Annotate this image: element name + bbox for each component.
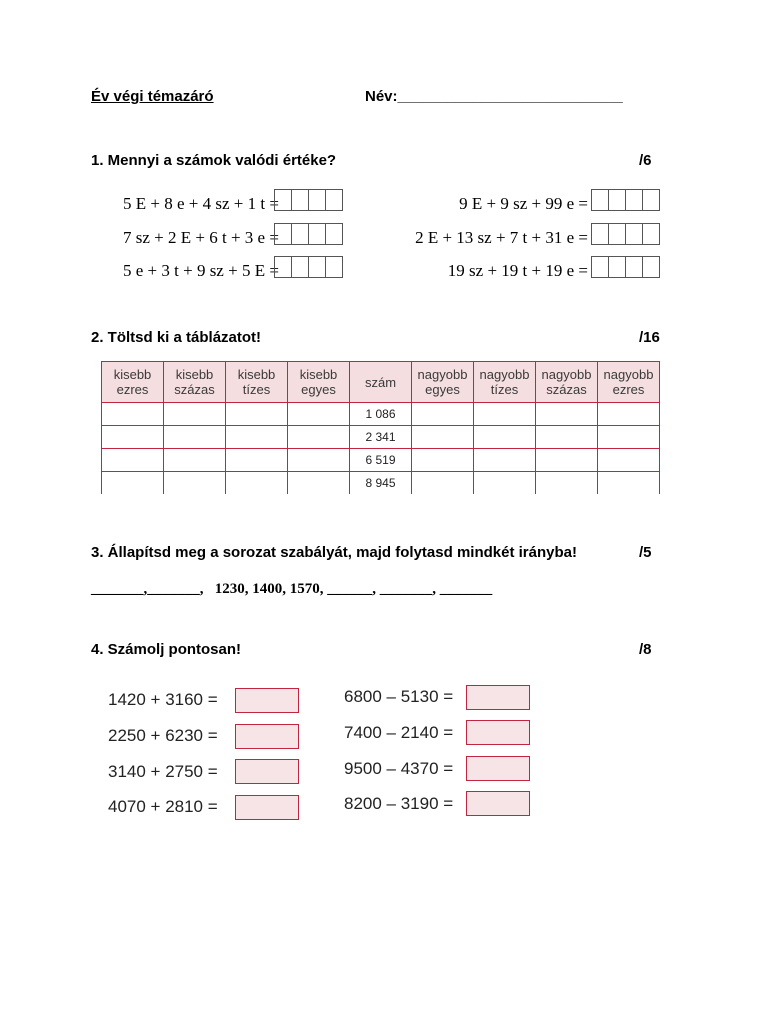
q1-expression: 5 e + 3 t + 9 sz + 5 E = <box>123 261 279 280</box>
q1-points: /6 <box>639 152 652 169</box>
q1-answer-boxes[interactable] <box>274 189 343 211</box>
q3-sequence[interactable]: _______,_______, 1230, 1400, 1570, ______, _______, _______ <box>91 581 493 597</box>
column-header: kisebb ezres <box>102 362 164 403</box>
subtraction-task: 9500 – 4370 = <box>344 759 454 778</box>
q2-points: /16 <box>639 329 660 346</box>
column-header: kisebb egyes <box>288 362 350 403</box>
q3-points: /5 <box>639 544 652 561</box>
answer-box[interactable] <box>466 720 530 745</box>
q1-expression: 2 E + 13 sz + 7 t + 31 e = <box>415 228 588 247</box>
addition-task: 3140 + 2750 = <box>108 762 218 781</box>
addition-task: 2250 + 6230 = <box>108 726 218 745</box>
q1-expression: 9 E + 9 sz + 99 e = <box>459 194 588 213</box>
q1-expression: 7 sz + 2 E + 6 t + 3 e = <box>123 228 279 247</box>
column-header: nagyobb ezres <box>598 362 660 403</box>
q3-title: 3. Állapítsd meg a sorozat szabályát, majd folytasd mindkét irányba! <box>91 544 577 561</box>
neighbor-numbers-table <box>101 361 660 494</box>
subtraction-task: 7400 – 2140 = <box>344 723 454 742</box>
table-row <box>102 449 660 472</box>
column-header: nagyobb egyes <box>412 362 474 403</box>
q4-title: 4. Számolj pontosan! <box>91 641 242 658</box>
answer-box[interactable] <box>466 791 530 816</box>
worksheet-title: Év végi témazáró <box>91 88 214 105</box>
q1-expression: 19 sz + 19 t + 19 e = <box>447 261 588 280</box>
answer-box[interactable] <box>466 685 530 710</box>
q1-answer-boxes[interactable] <box>591 189 660 211</box>
q1-expression: 5 E + 8 e + 4 sz + 1 t = <box>123 194 279 213</box>
q2-title: 2. Töltsd ki a táblázatot! <box>91 329 262 346</box>
number-cell: 8 945 <box>350 472 412 495</box>
addition-task: 1420 + 3160 = <box>108 690 218 709</box>
number-cell: 1 086 <box>350 403 412 426</box>
column-header-number: szám <box>350 362 412 403</box>
q1-answer-boxes[interactable] <box>591 256 660 278</box>
column-header: kisebb százas <box>164 362 226 403</box>
table-row <box>102 426 660 449</box>
q1-answer-boxes[interactable] <box>274 256 343 278</box>
q1-answer-boxes[interactable] <box>274 223 343 245</box>
q1-title: 1. Mennyi a számok valódi értéke? <box>91 152 337 169</box>
number-cell: 2 341 <box>350 426 412 449</box>
answer-box[interactable] <box>235 724 299 749</box>
table-row <box>102 472 660 495</box>
table-row <box>102 403 660 426</box>
table-header-row <box>102 362 660 403</box>
column-header: kisebb tízes <box>226 362 288 403</box>
subtraction-task: 6800 – 5130 = <box>344 687 454 706</box>
answer-box[interactable] <box>235 795 299 820</box>
answer-box[interactable] <box>466 756 530 781</box>
answer-box[interactable] <box>235 688 299 713</box>
addition-task: 4070 + 2810 = <box>108 797 218 816</box>
q1-answer-boxes[interactable] <box>591 223 660 245</box>
number-cell: 6 519 <box>350 449 412 472</box>
name-field-label[interactable]: Név:___________________________ <box>365 88 623 105</box>
answer-box[interactable] <box>235 759 299 784</box>
column-header: nagyobb százas <box>536 362 598 403</box>
column-header: nagyobb tízes <box>474 362 536 403</box>
q4-points: /8 <box>639 641 652 658</box>
subtraction-task: 8200 – 3190 = <box>344 794 454 813</box>
